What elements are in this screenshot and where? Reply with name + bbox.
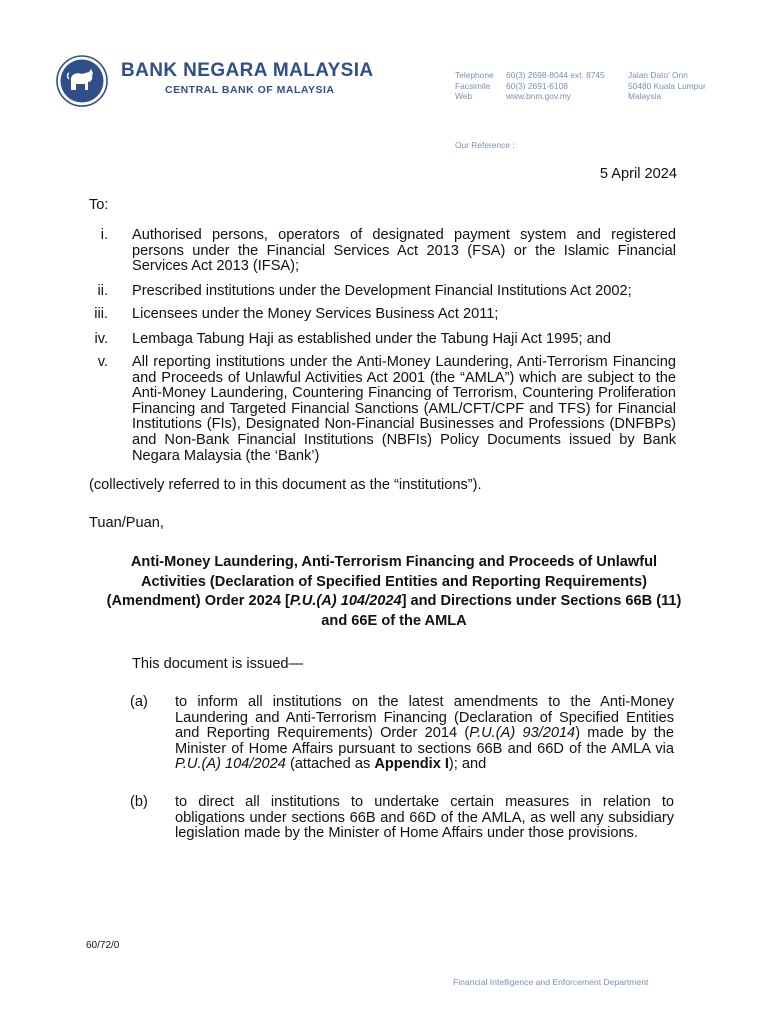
recipient-number: i. bbox=[100, 227, 108, 243]
web-label: Web bbox=[455, 91, 473, 101]
salutation: Tuan/Puan, bbox=[89, 515, 164, 531]
appendix-ref: Appendix I bbox=[374, 756, 449, 773]
to-label: To: bbox=[89, 197, 109, 213]
recipient-number: iv. bbox=[94, 331, 108, 347]
collective-reference-note: (collectively referred to in this document as the “institutions”). bbox=[89, 477, 482, 493]
title-text: Anti-Money Laundering, Anti-Terrorism Financing and Proceeds of Unlawful Activities (Declaration of Specified Entities and Reporting Requirements) (Amendment) Order 2024 [ bbox=[106, 554, 658, 610]
recipient-item: All reporting institutions under the Anti-Money Laundering, Anti-Terrorism Financing and Proceeds of Unlawful Activities Act 2001 (the “AMLA”) which are subject to the Anti-Money Laundering, Countering Financing of Terrorism, Countering Proliferation Financing and Targeted Financial Sanctions (AML/CFT/CPF and TFS) for Financial Institutions (FIs), Designated Non-Financial Businesses and Professions (DNFBPs) and Non-Bank Financial Institutions (NBFIs) Policy Documents issued by Bank Negara Malaysia (the ‘Bank’) bbox=[132, 354, 676, 464]
recipient-item: Prescribed institutions under the Development Financial Institutions Act 2002; bbox=[132, 283, 632, 299]
purpose-number: (b) bbox=[130, 794, 148, 810]
recipient-item: Authorised persons, operators of designated payment system and registered persons under the Financial Services Act 2013 (FSA) or the Islamic Financial Services Act 2013 (IFSA); bbox=[132, 227, 676, 275]
purpose-text: to inform all institutions on the latest amendments to the Anti-Money Laundering and Anti-Terrorism Financing (Declaration of Specified Entities and Reporting Requirements) Order 2014 ( bbox=[175, 694, 674, 742]
address-block bbox=[628, 70, 706, 102]
bank-name: BANK NEGARA MALAYSIA bbox=[121, 60, 374, 81]
recipient-item: Lembaga Tabung Haji as established under the Tabung Haji Act 1995; and bbox=[132, 331, 611, 347]
issued-intro: This document is issued— bbox=[132, 656, 304, 672]
recipient-number: v. bbox=[97, 354, 108, 370]
contact-values bbox=[506, 70, 605, 102]
purpose-ref: P.U.(A) 104/2024 bbox=[175, 756, 286, 773]
purpose-text: ); and bbox=[448, 756, 487, 773]
address-line: Jalan Dato' Onn bbox=[628, 70, 688, 80]
recipient-number: ii. bbox=[97, 283, 108, 299]
facsimile-value: 60(3) 2691-6108 bbox=[506, 80, 568, 91]
web-value: www.bnm.gov.my bbox=[506, 91, 571, 101]
title-ref: P.U.(A) 104/2024 bbox=[289, 593, 402, 610]
file-number: 60/72/0 bbox=[86, 940, 120, 951]
purpose-item: to direct all institutions to undertake certain measures in relation to obligations under sections 66B and 66D of the AMLA, as well any subsidiary legislation made by the Minister of Home Affairs under those provisions. bbox=[175, 794, 674, 842]
purpose-item bbox=[175, 695, 674, 773]
document-title bbox=[104, 553, 684, 631]
address-line: 50480 Kuala Lumpur bbox=[628, 80, 706, 91]
facsimile-label: Facsimile bbox=[455, 80, 491, 91]
letter-date: 5 April 2024 bbox=[599, 166, 677, 182]
address-line: Malaysia bbox=[628, 91, 662, 101]
bank-subtitle: CENTRAL BANK OF MALAYSIA bbox=[165, 84, 335, 96]
footer-department: Financial Intelligence and Enforcement Department bbox=[453, 977, 649, 987]
purpose-ref: P.U.(A) 93/2014 bbox=[469, 725, 576, 742]
recipient-item: Licensees under the Money Services Business Act 2011; bbox=[132, 306, 499, 322]
recipient-number: iii. bbox=[94, 306, 108, 322]
purpose-text: ) made by the Minister of Home Affairs pursuant to sections 66B and 66D of the AMLA via bbox=[175, 725, 675, 757]
contact-labels bbox=[455, 70, 494, 102]
our-reference-label: Our Reference : bbox=[455, 140, 515, 150]
telephone-value: 60(3) 2698-8044 ext. 8745 bbox=[506, 70, 605, 80]
telephone-label: Telephone bbox=[455, 70, 494, 80]
purpose-number: (a) bbox=[130, 694, 148, 710]
bank-negara-logo bbox=[56, 55, 108, 107]
title-text: ] and Directions under Sections 66B (11) and 66E of the AMLA bbox=[321, 593, 682, 629]
purpose-text: (attached as bbox=[285, 756, 375, 773]
